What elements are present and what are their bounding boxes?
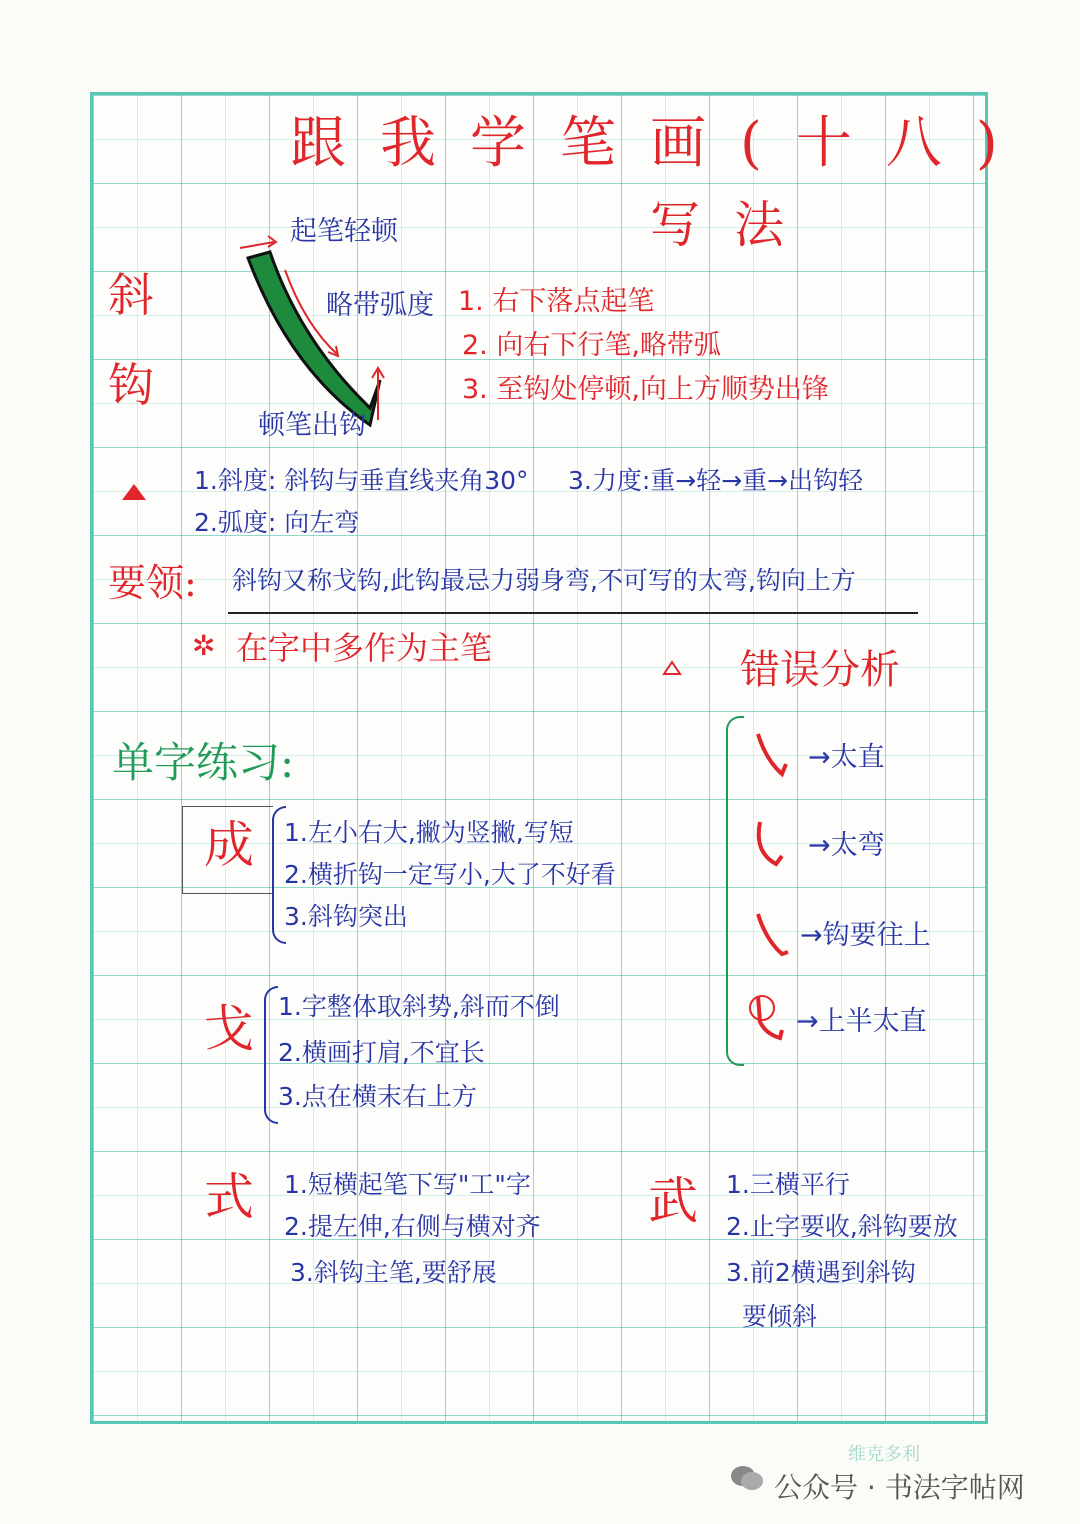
- slant-hook-stroke: [248, 252, 380, 425]
- error-stroke-3: [752, 910, 792, 960]
- error-analysis-title: 错误分析: [740, 647, 900, 693]
- error-stroke-2: [752, 818, 792, 870]
- step-1: 1. 右下落点起笔: [458, 286, 655, 317]
- char-4-note-2: 2.止字要收,斜钩要放: [726, 1212, 958, 1241]
- error-brace: [726, 716, 744, 1066]
- practice-char-3: 式: [204, 1168, 254, 1226]
- char-1-note-1: 1.左小右大,撇为竖撇,写短: [284, 818, 574, 847]
- error-stroke-4: [744, 990, 788, 1044]
- start-label: 起笔轻顿: [290, 216, 398, 247]
- angle-note-2: 2.弧度: 向左弯: [194, 508, 360, 537]
- char-4-note-3: 3.前2横遇到斜钩: [726, 1258, 916, 1287]
- char-3-note-2: 2.提左伸,右侧与横对齐: [284, 1212, 541, 1241]
- char-1-note-2: 2.横折钩一定写小,大了不好看: [284, 860, 616, 889]
- error-item-1: →太直: [808, 742, 885, 773]
- char-3-note-1: 1.短横起笔下写"工"字: [284, 1170, 531, 1199]
- error-stroke-1: [752, 730, 792, 780]
- error-item-2: →太弯: [808, 830, 885, 861]
- triangle-outline-icon: [662, 660, 682, 676]
- practice-char-2: 戈: [204, 1000, 254, 1058]
- char-4-note-4: 要倾斜: [742, 1302, 818, 1331]
- end-label: 顿笔出钩: [258, 410, 366, 441]
- key-points-label: 要领:: [108, 561, 197, 605]
- arc-label: 略带弧度: [326, 290, 434, 321]
- char-2-note-3: 3.点在横末右上方: [278, 1082, 477, 1111]
- page-subtitle: 写法: [650, 196, 818, 254]
- angle-note-1: 1.斜度: 斜钩与垂直线夹角30°: [194, 466, 529, 495]
- char-2-brace: [264, 986, 278, 1124]
- char-2-note-1: 1.字整体取斜势,斜而不倒: [278, 992, 560, 1021]
- key-points-text: 斜钩又称戈钩,此钩最忌力弱身弯,不可写的太弯,钩向上方: [232, 566, 856, 595]
- underline: [228, 612, 918, 614]
- error-item-4: →上半太直: [796, 1006, 927, 1037]
- step-2: 2. 向右下行笔,略带弧: [462, 330, 721, 361]
- triangle-icon: [120, 482, 148, 502]
- angle-note-3: 3.力度:重→轻→重→出钩轻: [568, 466, 864, 495]
- error-item-3: →钩要往上: [800, 920, 931, 951]
- watermark-account: 公众号 · 书法字帖网: [774, 1471, 1025, 1504]
- wechat-icon: [730, 1464, 764, 1492]
- page-title: 跟我学笔画(十八): [290, 111, 1032, 176]
- char-4-note-1: 1.三横平行: [726, 1170, 850, 1199]
- watermark-small: 维克多利: [848, 1444, 920, 1465]
- stroke-name: 斜钩: [108, 268, 154, 412]
- char-3-note-3: 3.斜钩主笔,要舒展: [290, 1258, 497, 1287]
- char-2-note-2: 2.横画打肩,不宜长: [278, 1038, 485, 1067]
- char-1-note-3: 3.斜钩突出: [284, 902, 408, 931]
- practice-char-4: 武: [648, 1172, 698, 1230]
- main-stroke-note: 在字中多作为主笔: [236, 629, 493, 667]
- practice-char-1: 成: [204, 816, 254, 874]
- step-3: 3. 至钩处停顿,向上方顺势出锋: [462, 374, 829, 405]
- practice-label: 单字练习:: [112, 738, 295, 787]
- star-icon: ✲: [192, 629, 216, 662]
